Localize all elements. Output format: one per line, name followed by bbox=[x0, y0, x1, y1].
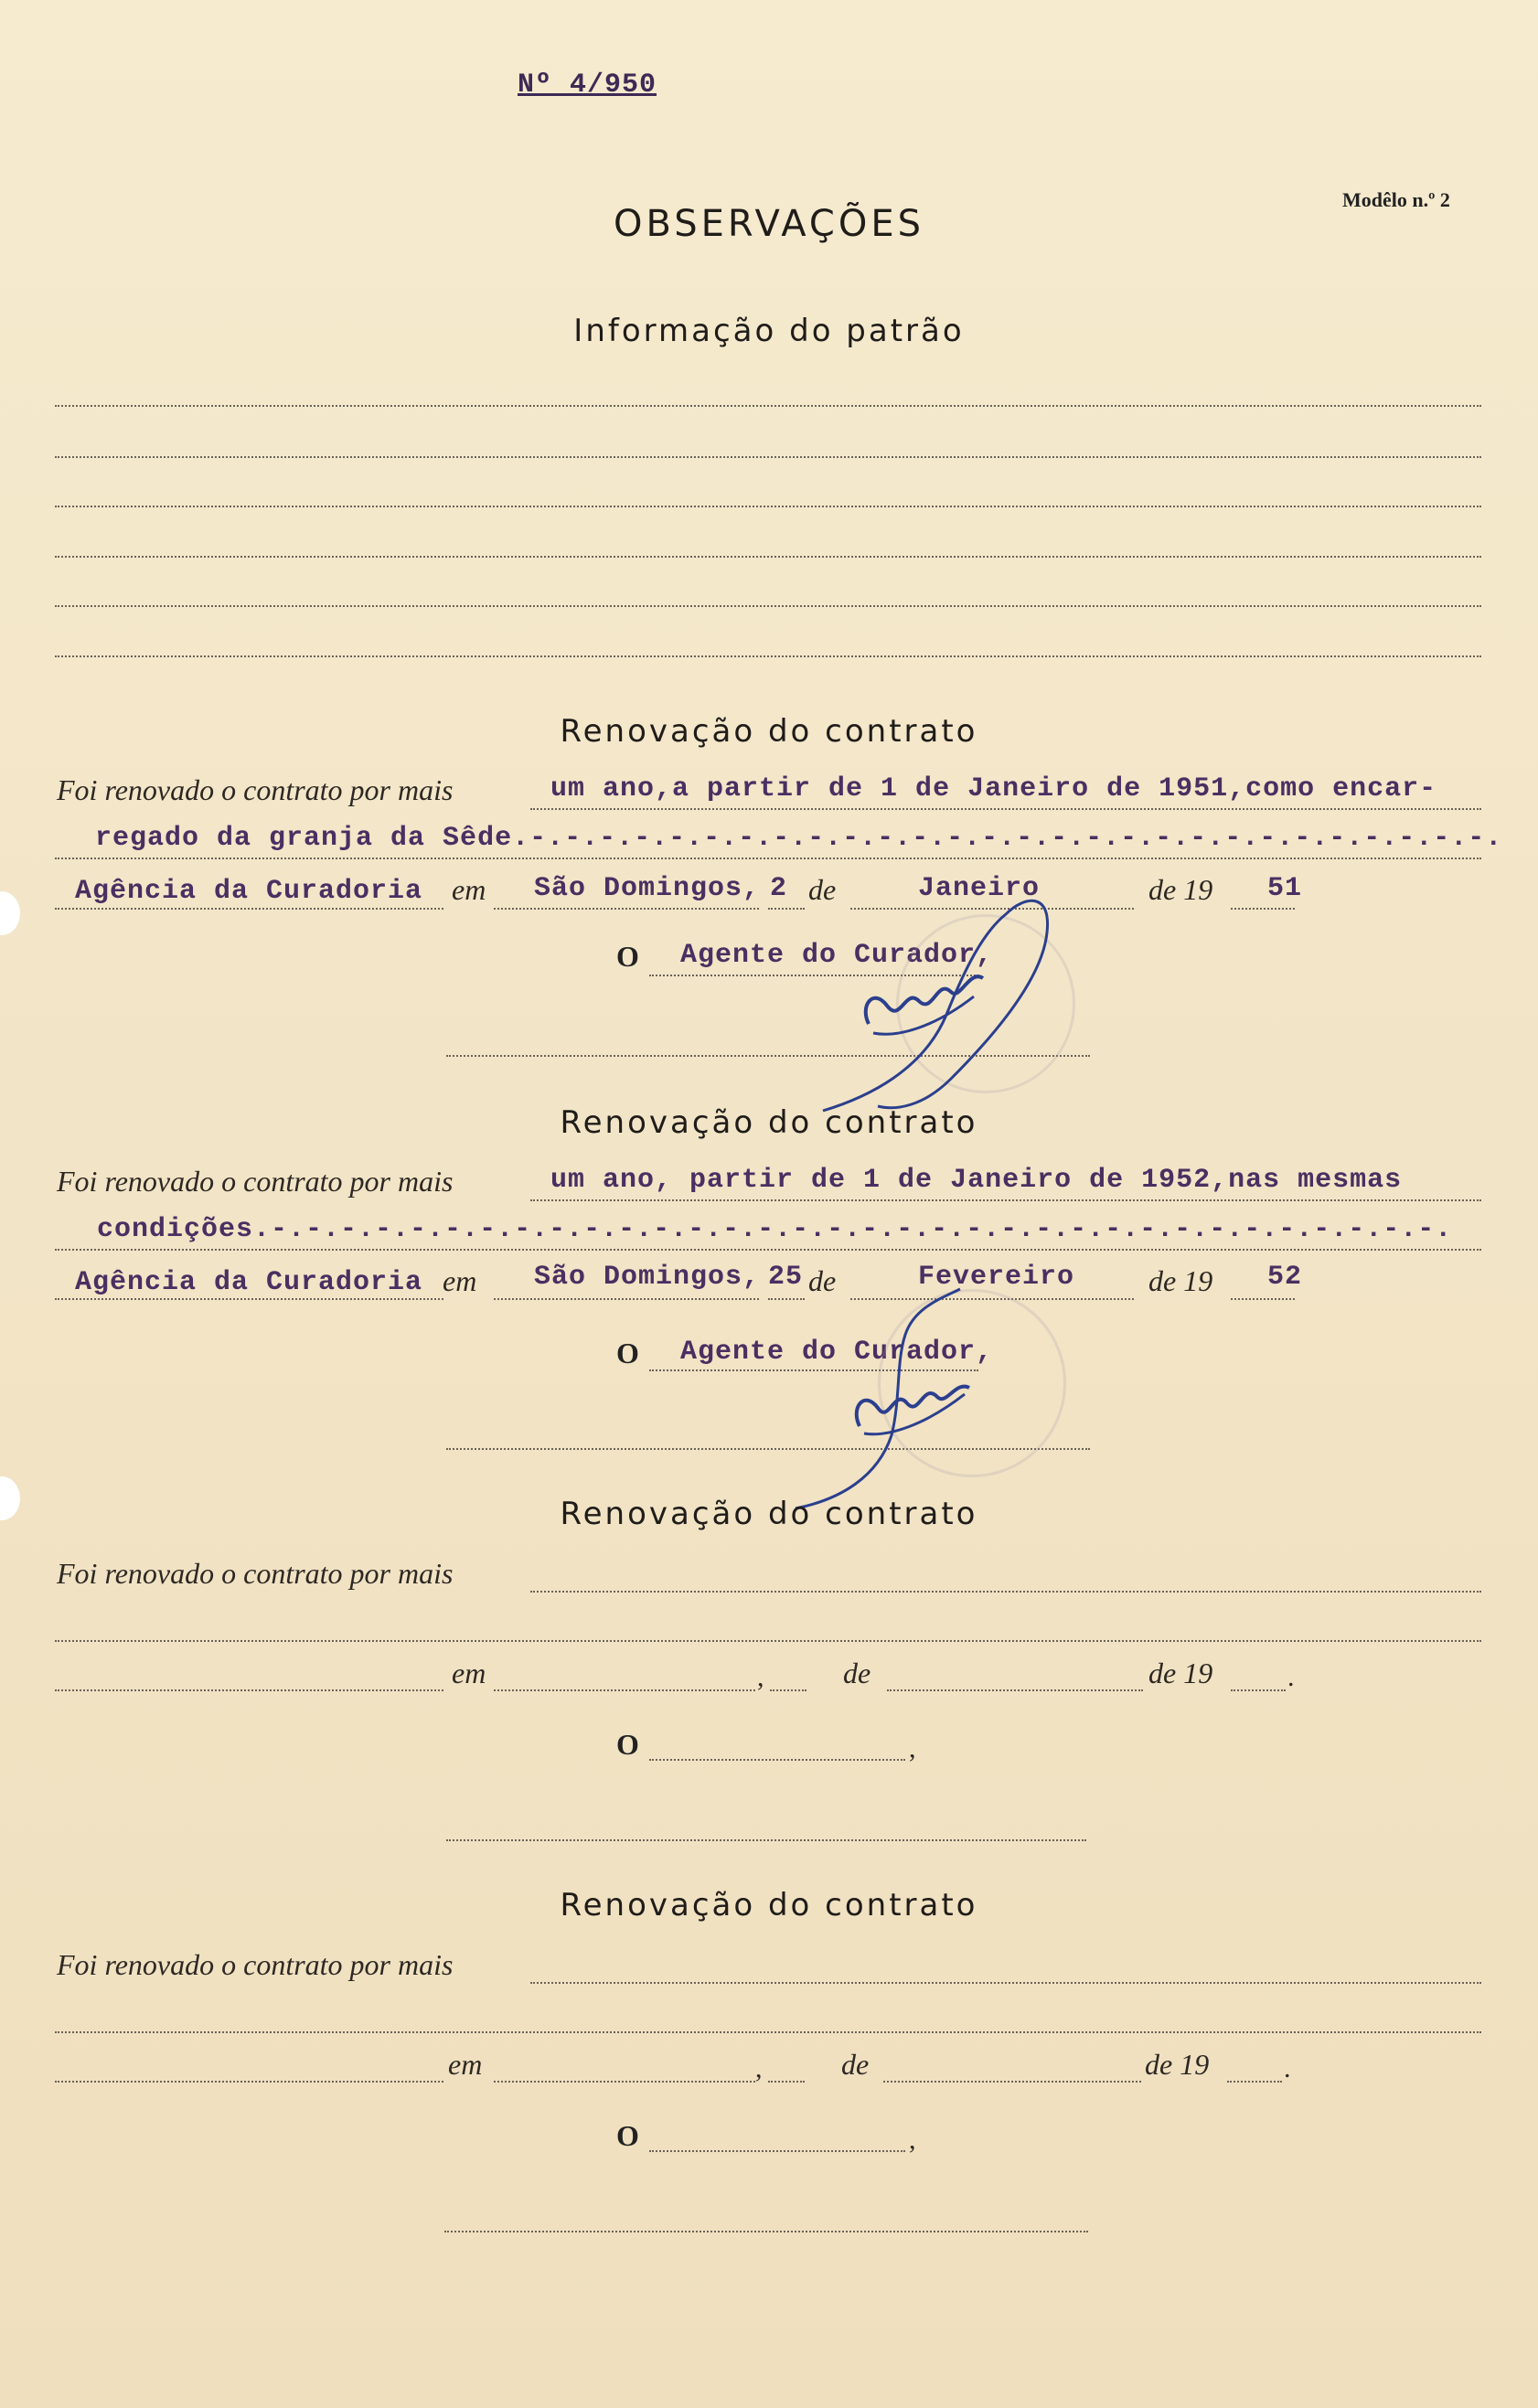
signature-1 bbox=[786, 878, 1079, 1124]
renewal-3-day-dots bbox=[770, 1689, 806, 1691]
renewal-3-year-dots bbox=[1231, 1689, 1286, 1691]
renewal-4-year-dots bbox=[1227, 2081, 1282, 2083]
renewal-1-prefix: Foi renovado o contrato por mais bbox=[57, 773, 454, 806]
model-number: Modêlo n.º 2 bbox=[1342, 188, 1450, 211]
renewal-3-de-label: de bbox=[843, 1657, 871, 1689]
renewal-1-place: São Domingos, bbox=[534, 873, 761, 904]
renewal-4-line-1-dots bbox=[530, 1982, 1481, 1984]
renewal-1-heading: Renovação do contrato bbox=[560, 713, 978, 750]
renewal-4-place-dots bbox=[494, 2081, 755, 2083]
renewal-4-em-label: em bbox=[448, 2048, 483, 2081]
renewal-1-text-line-2: regado da granja da Sêde.-.-.-.-.-.-.-.-.-.-.-.-.-.-.-.-.-.-.-.-.-.-.-.-.-.-.-.-. bbox=[95, 823, 1503, 854]
renewal-1-em-label: em bbox=[452, 873, 486, 906]
binder-hole-top bbox=[0, 891, 20, 935]
renewal-4-line-2-dots bbox=[55, 2031, 1481, 2033]
renewal-2-agency: Agência da Curadoria bbox=[75, 1267, 423, 1298]
renewal-4-agent-dots bbox=[649, 2150, 905, 2152]
employer-info-line-6 bbox=[55, 655, 1481, 657]
renewal-2-place: São Domingos, bbox=[534, 1262, 761, 1293]
renewal-2-day: 25 bbox=[768, 1262, 804, 1293]
employer-info-line-3 bbox=[55, 506, 1481, 507]
renewal-2-text-line-2: condições.-.-.-.-.-.-.-.-.-.-.-.-.-.-.-.-.-.-.-.-.-.-.-.-.-.-.-.-.-.-.-.-.-.-. bbox=[97, 1214, 1453, 1245]
renewal-3-de19-label: de 19 bbox=[1148, 1657, 1213, 1689]
renewal-2-line-1-dots bbox=[530, 1199, 1481, 1201]
renewal-3-place-dots bbox=[494, 1689, 755, 1691]
page-title: OBSERVAÇÕES bbox=[613, 203, 925, 245]
renewal-2-em-label: em bbox=[443, 1264, 477, 1297]
renewal-4-o-label: O bbox=[616, 2119, 639, 2152]
renewal-2-line-2-dots bbox=[55, 1249, 1481, 1251]
renewal-1-day: 2 bbox=[770, 873, 788, 904]
renewal-1-agency: Agência da Curadoria bbox=[75, 876, 423, 907]
renewal-2-agent: Agente do Curador, bbox=[680, 1337, 994, 1368]
renewal-2-prefix: Foi renovado o contrato por mais bbox=[57, 1165, 454, 1198]
renewal-2-text-line-1: um ano, partir de 1 de Janeiro de 1952,nas mesmas bbox=[550, 1165, 1403, 1196]
renewal-2-o-label: O bbox=[616, 1337, 639, 1369]
renewal-2-year-dots bbox=[1231, 1298, 1295, 1300]
renewal-3-heading: Renovação do contrato bbox=[560, 1496, 978, 1532]
renewal-1-agent: Agente do Curador, bbox=[680, 940, 994, 971]
employer-info-line-5 bbox=[55, 605, 1481, 607]
renewal-3-month-dots bbox=[887, 1689, 1143, 1691]
renewal-2-agency-dots bbox=[55, 1298, 443, 1300]
renewal-1-year: 51 bbox=[1267, 873, 1303, 904]
renewal-1-text-line-1: um ano,a partir de 1 de Janeiro de 1951,como encar- bbox=[550, 773, 1437, 804]
renewal-1-agency-dots bbox=[55, 908, 443, 910]
signature-2 bbox=[777, 1280, 1070, 1527]
renewal-4-de19-label: de 19 bbox=[1145, 2048, 1210, 2081]
renewal-4-prefix: Foi renovado o contrato por mais bbox=[57, 1948, 454, 1981]
renewal-2-de-label: de bbox=[808, 1264, 837, 1297]
renewal-3-prefix: Foi renovado o contrato por mais bbox=[57, 1557, 454, 1590]
renewal-2-place-dots bbox=[494, 1298, 759, 1300]
renewal-3-agent-dots bbox=[649, 1759, 905, 1761]
renewal-3-signature-line bbox=[446, 1839, 1086, 1841]
renewal-4-heading: Renovação do contrato bbox=[560, 1887, 978, 1923]
renewal-4-month-dots bbox=[883, 2081, 1141, 2083]
renewal-1-place-dots bbox=[494, 908, 759, 910]
renewal-2-heading: Renovação do contrato bbox=[560, 1104, 978, 1141]
employer-info-heading: Informação do patrão bbox=[573, 313, 965, 349]
renewal-3-line-2-dots bbox=[55, 1640, 1481, 1642]
renewal-3-o-label: O bbox=[616, 1728, 639, 1761]
renewal-1-o-label: O bbox=[616, 940, 639, 973]
document-page: Nº 4/950 OBSERVAÇÕES Modêlo n.º 2 Informação do patrão Renovação do contrato Foi renovado o contrato por mais um ano,a partir de 1 de Janeiro de 1951,como encar- regado da granja da Sêde.-.-.-.-.-.-.-.-.-.-.-.-.-.-.-.-.-.-.-.-.-.-.-.-.-.-.-.-. Agência da Curadoria em São Domingos, 2 de Janeiro de 19 51 O Agente do Curador, Renovação do contrato Foi renovado o contrato por mais um ano, partir de 1 de Janeiro de 1952,nas mesmas condições.-.-.-.-.-.-.-.-.-.-.-.-.-.-.-.-.-.-.-.-.-.-.-.-.-.-.-.-.-.-.-.-.-.-. Agência da Curadoria em São Domingos, 25 de Fevereiro de 19 52 O Agente do Curador, Renovação do contrato Foi renovado o contrato por mais em , de de 19 . O , Renovação do contrato Foi renovado o contrato por mais em , de de 19 . O , bbox=[0, 0, 1538, 2408]
renewal-1-de-label: de bbox=[808, 873, 837, 906]
renewal-1-month: Janeiro bbox=[918, 873, 1041, 904]
renewal-1-line-2-dots bbox=[55, 858, 1481, 859]
renewal-1-line-1-dots bbox=[530, 808, 1481, 810]
renewal-4-signature-line bbox=[444, 2231, 1088, 2232]
renewal-2-month: Fevereiro bbox=[918, 1262, 1075, 1293]
renewal-3-em-label: em bbox=[452, 1657, 486, 1689]
renewal-2-year: 52 bbox=[1267, 1262, 1303, 1293]
employer-info-line-1 bbox=[55, 405, 1481, 407]
renewal-2-de19-label: de 19 bbox=[1148, 1264, 1213, 1297]
renewal-4-de-label: de bbox=[841, 2048, 870, 2081]
renewal-1-year-dots bbox=[1231, 908, 1295, 910]
renewal-3-agency-dots bbox=[55, 1689, 443, 1691]
employer-info-line-4 bbox=[55, 556, 1481, 558]
renewal-4-agency-dots bbox=[55, 2081, 443, 2083]
renewal-3-line-1-dots bbox=[530, 1591, 1481, 1593]
renewal-1-de19-label: de 19 bbox=[1148, 873, 1213, 906]
document-number: Nº 4/950 bbox=[518, 69, 657, 101]
employer-info-line-2 bbox=[55, 456, 1481, 458]
renewal-4-day-dots bbox=[768, 2081, 805, 2083]
